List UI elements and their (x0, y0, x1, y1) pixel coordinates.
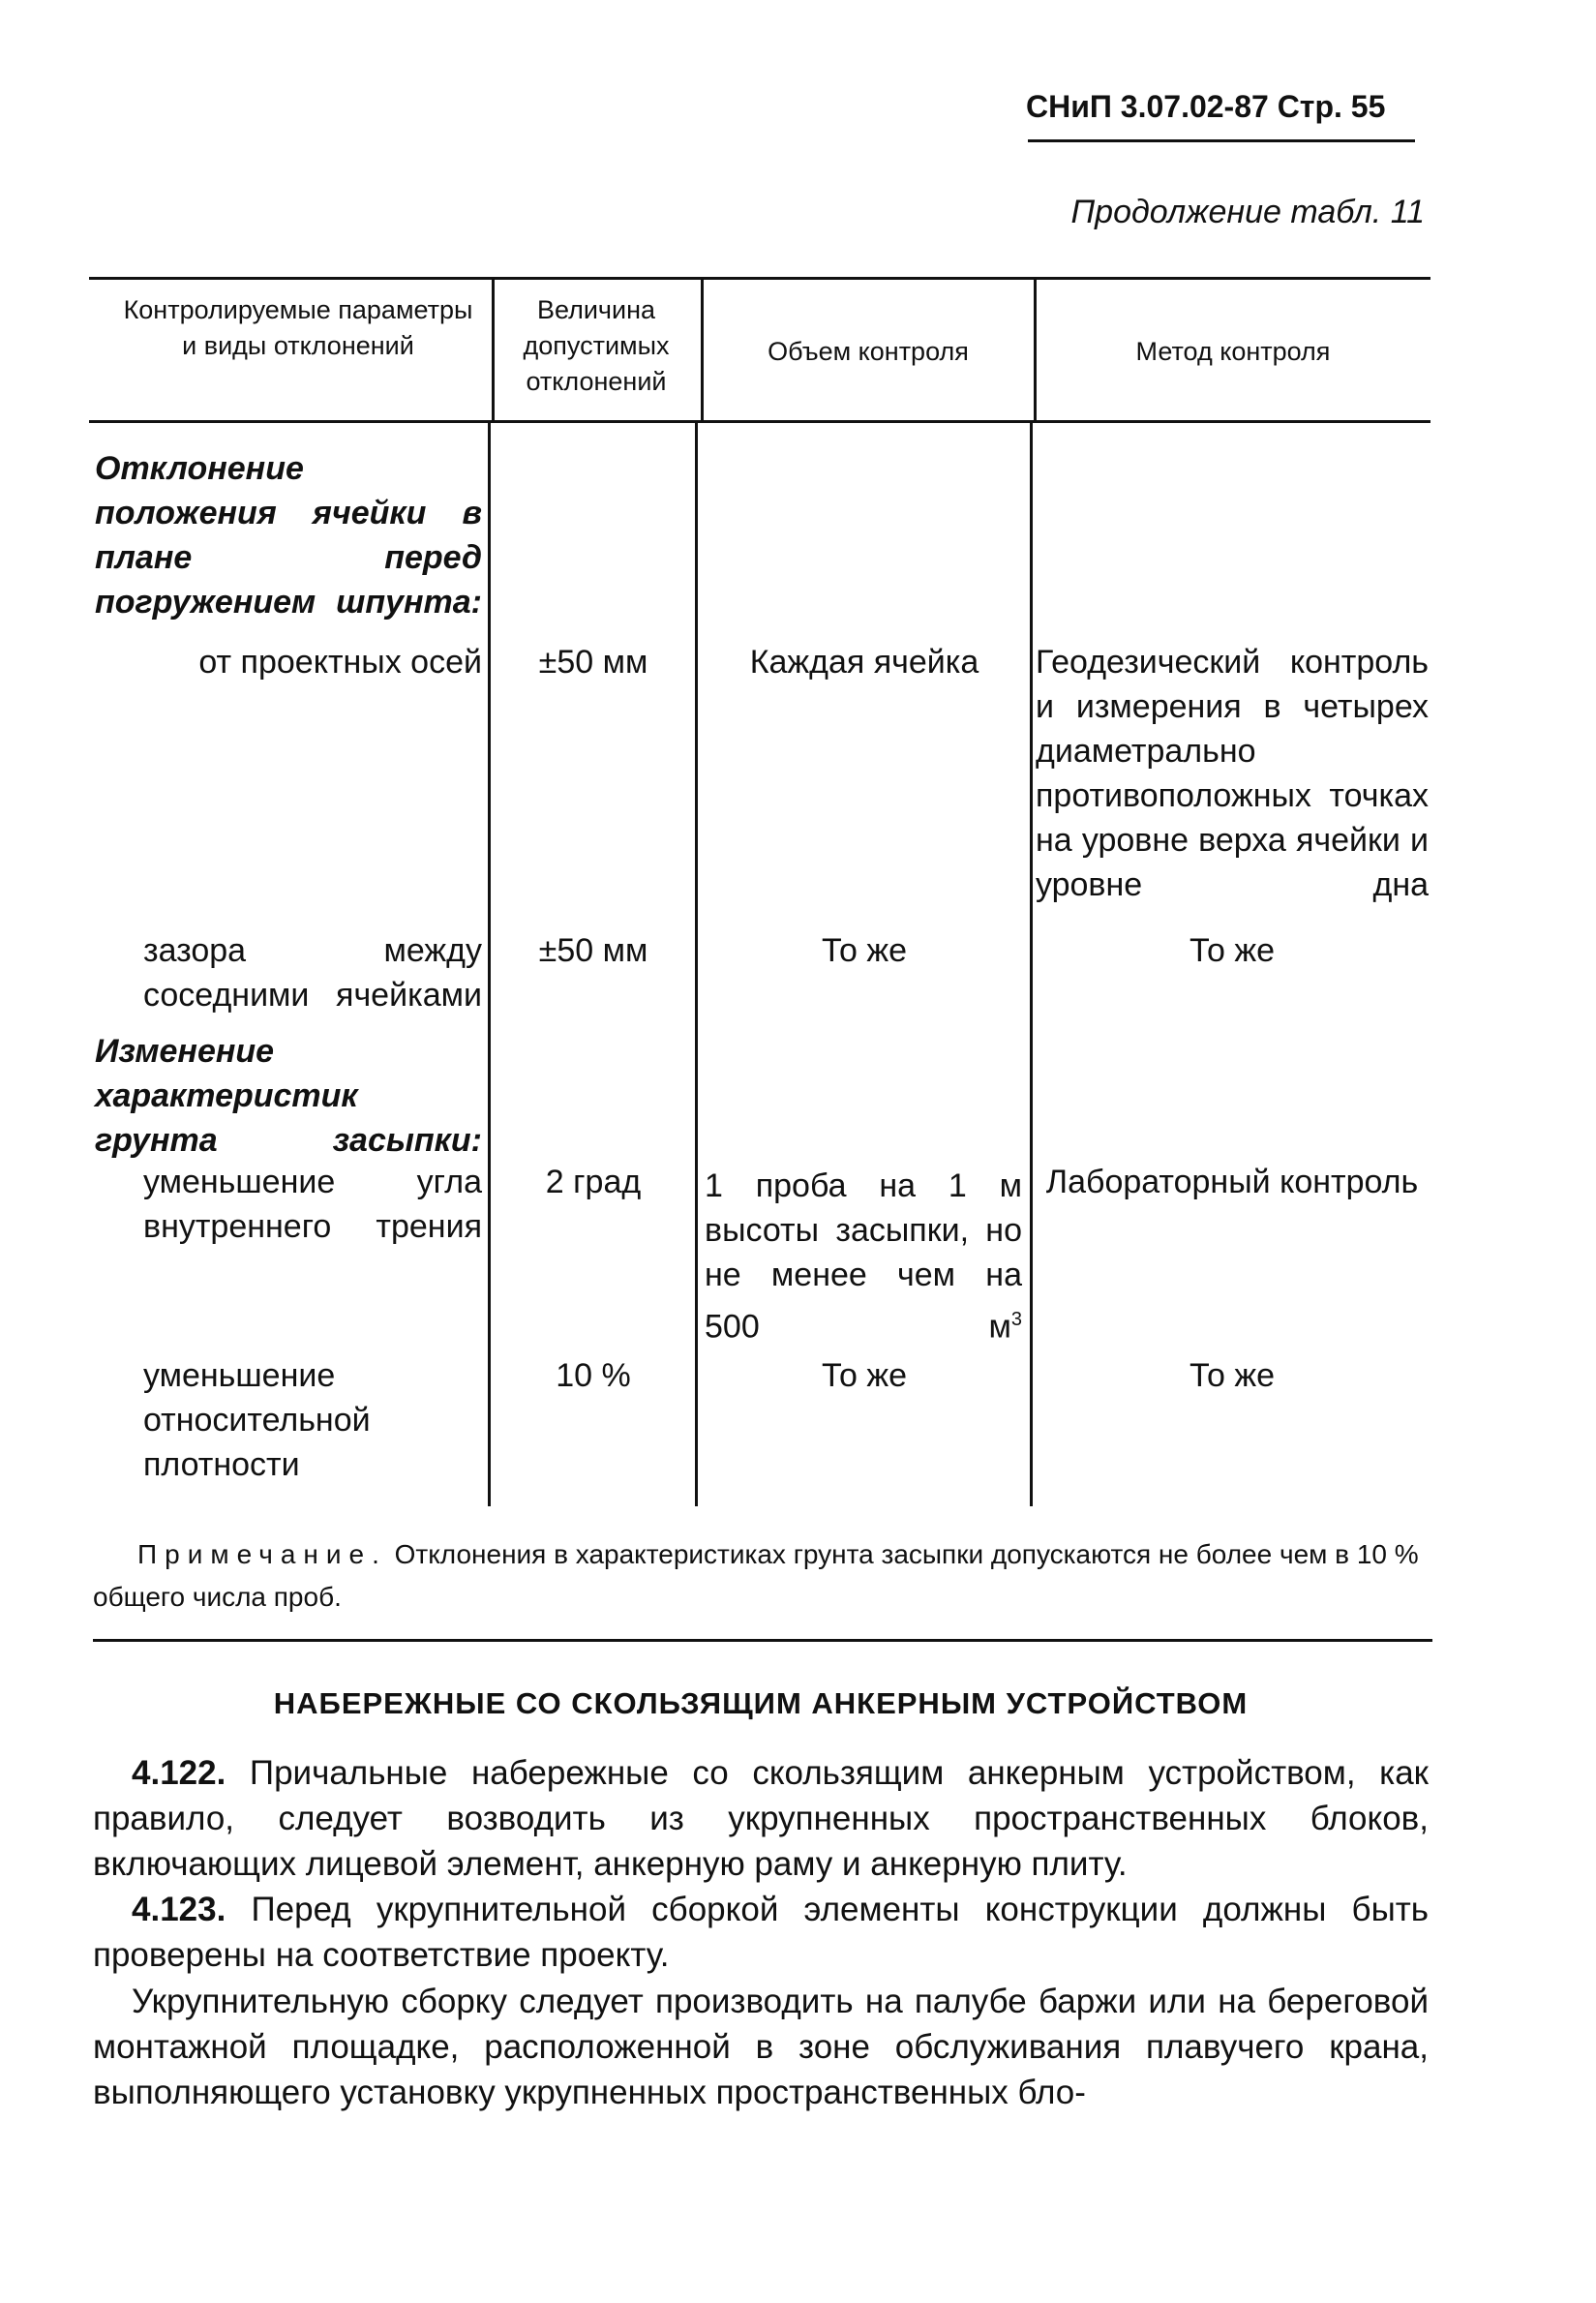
paragraph-assembly (93, 1979, 1429, 2115)
note-text: Отклонения в характеристиках грунта засыпки допускаются не более чем в 10 % общего числа проб. (93, 1539, 1419, 1612)
column-divider (488, 422, 491, 1506)
method-cell: Геодезический контроль и измерения в четырех диаметрально противоположных точках на уровне верха ячейки и уровне дна (1036, 644, 1429, 903)
header-rule (1028, 139, 1415, 142)
column-header-method: Метод контроля (1135, 337, 1331, 366)
param-cell: уменьшение угла внутреннего трения (143, 1164, 482, 1245)
param-cell: зазора между соседними ячейками (143, 932, 482, 1014)
volume-cell: Каждая ячейка (749, 644, 979, 681)
tolerance-cell: ±50 мм (538, 644, 648, 681)
column-divider (695, 422, 698, 1506)
group-heading-backfill: Изменение характеристик грунта засыпки: (95, 1033, 482, 1159)
volume-cell: То же (821, 932, 908, 969)
paragraph-number: 4.123. (132, 1891, 226, 1928)
paragraph-text: Укрупнительную сборку следует производить на палубе баржи или на береговой монтажной площадке, расположенной в зоне обслуживания плавучего крана, выполняющего установку укрупненных пространственных бло- (93, 1983, 1429, 2111)
volume-cell: 1 проба на 1 м высоты засыпки, но не менее чем на 500 $м^3$ (705, 1167, 1022, 1346)
paragraph-text: Причальные набережные со скользящим анкерным устройством, как правило, следует возводить из укрупненных пространственных блоков, включающих лицевой элемент, анкерную раму и анкерную плиту. (93, 1754, 1429, 1883)
section-title: НАБЕРЕЖНЫЕ СО СКОЛЬЗЯЩИМ АНКЕРНЫМ УСТРОЙСТВОМ (273, 1686, 1249, 1720)
column-divider (1030, 422, 1033, 1506)
column-header-tolerance: Величина допустимых отклонений (523, 295, 670, 396)
paragraph-text: Перед укрупнительной сборкой элементы конструкции должны быть проверены на соответствие проекту. (93, 1891, 1429, 1974)
column-divider (1034, 279, 1037, 420)
page-header: СНиП 3.07.02-87 Стр. 55 (1026, 89, 1386, 124)
method-cell: Лабораторный контроль (1045, 1164, 1419, 1200)
paragraph-4-123 (93, 1887, 1429, 1978)
section-rule (93, 1639, 1432, 1642)
column-divider (492, 279, 495, 420)
param-cell: уменьшение относительной плотности (143, 1357, 371, 1483)
note-label: Примечание. (137, 1539, 387, 1569)
group-heading-position: Отклонение положения ячейки в плане перед погружением шпунта: (95, 450, 482, 621)
column-divider (701, 279, 704, 420)
param-cell: от проектных осей (198, 644, 482, 681)
paragraph-4-122 (93, 1750, 1429, 1887)
table-header-rule (89, 420, 1430, 423)
column-header-parameters: Контролируемые параметры и виды отклонений (123, 295, 473, 360)
table-continuation-label: Продолжение табл. 11 (1070, 194, 1425, 230)
table-top-rule (89, 277, 1430, 280)
tolerance-cell: 2 град (545, 1164, 642, 1200)
table-note (93, 1533, 1429, 1619)
column-header-volume: Объем контроля (768, 337, 969, 366)
method-cell: То же (1189, 932, 1276, 969)
tolerance-cell: 10 % (556, 1357, 631, 1394)
volume-cell: То же (821, 1357, 908, 1394)
tolerance-cell: ±50 мм (538, 932, 648, 969)
paragraph-number: 4.122. (132, 1754, 226, 1792)
method-cell: То же (1189, 1357, 1276, 1394)
